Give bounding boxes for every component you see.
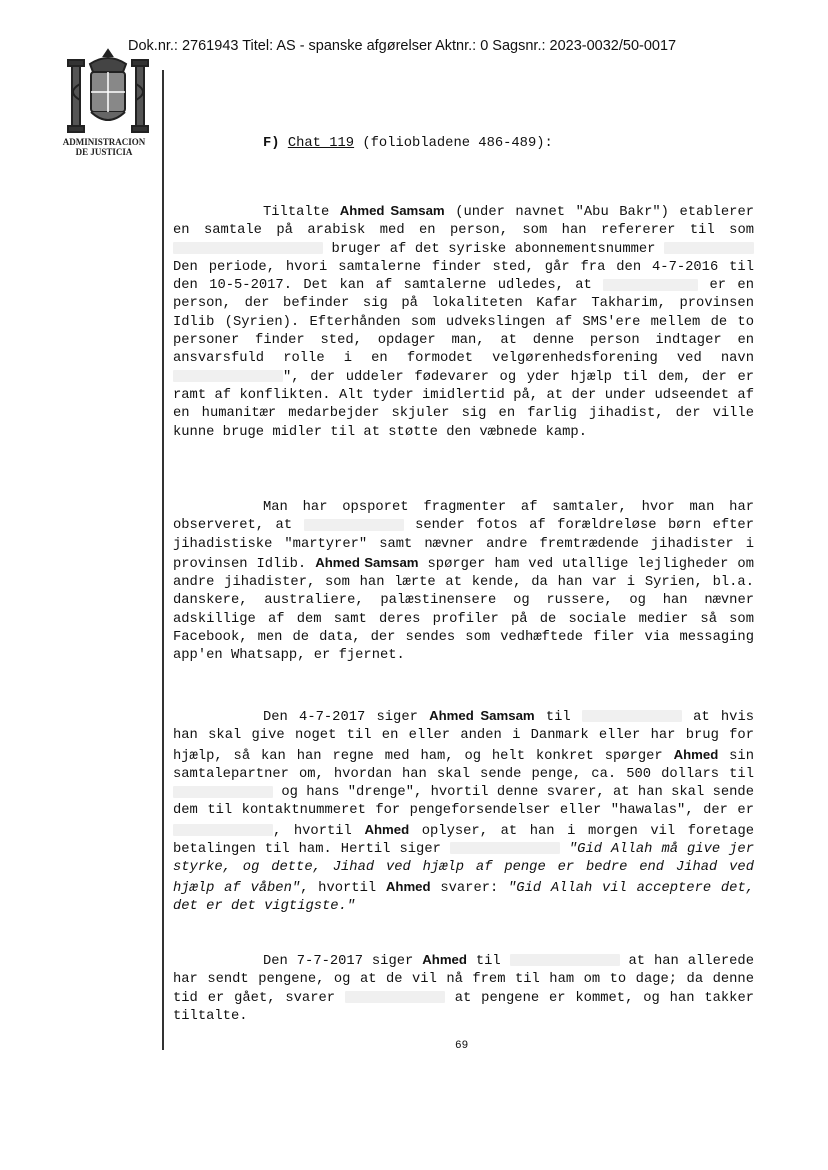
p2-text-1: Man har opsporet fragmenter af samtaler, hvor man har observeret, at <box>173 500 754 534</box>
margin-rule <box>162 70 164 1050</box>
folio-reference: (foliobladene 486-489): <box>362 136 553 151</box>
p3-text-2: til <box>534 710 582 725</box>
chat-reference: Chat 119 <box>287 136 355 151</box>
redaction <box>304 519 404 531</box>
p2-text-3: spørger ham ved utallige lejligheder om andre jihadister, som han lærte at kende, da han var i Syrien, bl.a. danskere, australiere, palæstinensere og russere, og han nævner adskillige af dem samt deres profiler på de sociale medier så som Facebook, men de data, der sendes som vedhæftede filer via messaging app'en Whatsapp, er fjernet. <box>173 556 754 664</box>
document-header: Dok.nr.: 2761943 Titel: AS - spanske afgørelser Aktnr.: 0 Sagsnr.: 2023-0032/50-0017 <box>128 38 677 54</box>
paragraph-4 <box>173 951 754 1026</box>
p3-quote-2: "Gid Allah vil acceptere det, det er det vigtigste." <box>173 880 755 914</box>
p3-name-3: Ahmed <box>364 821 410 837</box>
p4-text-3: at han allerede har sendt pengene, og at de vil nå frem til ham om to dage; da denne tid er gået, svarer <box>173 954 754 1006</box>
p4-text-4: at pengene er kommet, og han takker tiltalte. <box>173 990 755 1024</box>
page-number: 69 <box>455 1040 469 1052</box>
p2-name-1: Ahmed Samsam <box>315 554 419 570</box>
redaction <box>345 991 445 1003</box>
crest-label: ADMINISTRACION DE JUSTICIA <box>62 137 146 157</box>
p3-text-8 <box>560 842 569 857</box>
p1-text-5: er en person, der befinder sig på lokaliteten Kafar Takharim, provinsen Idlib (Syrien). Efterhånden som udvekslingen af SMS'ere mellem de to personer finder sted, opdager man, at denne person indtager en ansvarsfuld rolle i en formodet velgørenhedsforening ved navn <box>173 278 754 367</box>
p3-text-1: Den 4-7-2017 siger <box>263 710 430 725</box>
redaction <box>173 786 273 798</box>
redaction <box>173 824 273 836</box>
p3-text-7: oplyser, at han i morgen vil foretage betalingen til ham. Hertil siger <box>173 823 754 858</box>
redaction <box>664 242 754 254</box>
p3-text-3: at hvis han skal give noget til en eller anden i Danmark eller har brug for hjælp, så kan han regne med ham, og helt konkret spørger <box>173 710 754 764</box>
paragraph-1 <box>173 202 754 442</box>
p4-text-1: Den 7-7-2017 siger <box>263 954 423 969</box>
p1-text-6: ", der uddeler fødevarer og yder hjælp til dem, der er ramt af konflikten. Alt tyder imidlertid på, at der under udseendet af en humanitær medarbejder skjuler sig en farlig jihadist, der ville kunne bruge midler til at støtte den væbnede kamp. <box>173 369 754 440</box>
section-heading <box>263 136 553 151</box>
redaction <box>450 842 560 854</box>
p4-text-2: til <box>466 954 510 969</box>
p1-text-2: (under navnet "Abu Bakr") etablerer en samtale på arabisk med en person, som han refererer til som <box>173 205 755 239</box>
redaction <box>582 710 682 722</box>
spanish-coat-of-arms-icon <box>58 44 158 144</box>
p2-text-2: sender fotos af forældreløse børn efter jihadistiske "martyrer" samt nævner andre fremtrædende jihadister i provinsen Idlib. <box>173 518 754 572</box>
redaction <box>173 242 323 254</box>
p3-text-10: svarer: <box>430 880 509 896</box>
p3-name-4: Ahmed <box>385 878 431 894</box>
p3-name-2: Ahmed <box>673 746 719 762</box>
p1-name-1: Ahmed Samsam <box>339 203 445 218</box>
p3-name-1: Ahmed Samsam <box>429 708 535 723</box>
p3-quote-1: "Gid Allah må give jer styrke, og dette, Jihad ved hjælp af penge er bedre end Jihad ved hjælp af våben" <box>173 842 754 896</box>
p4-name-1: Ahmed <box>422 952 467 967</box>
p3-text-5: og hans "drenge", hvortil denne svarer, at han skal sende dem til kontaktnummeret for pengeforsendelser eller "hawalas", der er <box>173 785 754 819</box>
p3-text-6: , hvortil <box>273 823 365 839</box>
p3-text-4: sin samtalepartner om, hvordan han skal sende penge, ca. 500 dollars til <box>173 748 754 782</box>
paragraph-3 <box>173 707 754 916</box>
section-letter: F) <box>263 136 280 151</box>
p3-text-9: , hvortil <box>300 880 386 896</box>
p1-text-1: Tiltalte <box>263 205 340 220</box>
p1-text-4: Den periode, hvori samtalerne finder sted, går fra den 4-7-2016 til den 10-5-2017. Det kan af samtalerne udledes, at <box>173 259 754 294</box>
p1-text-3: bruger af det syriske abonnementsnummer <box>323 241 664 257</box>
redaction <box>603 279 698 291</box>
redaction <box>173 370 283 382</box>
redaction <box>510 954 620 966</box>
paragraph-2 <box>173 499 754 666</box>
